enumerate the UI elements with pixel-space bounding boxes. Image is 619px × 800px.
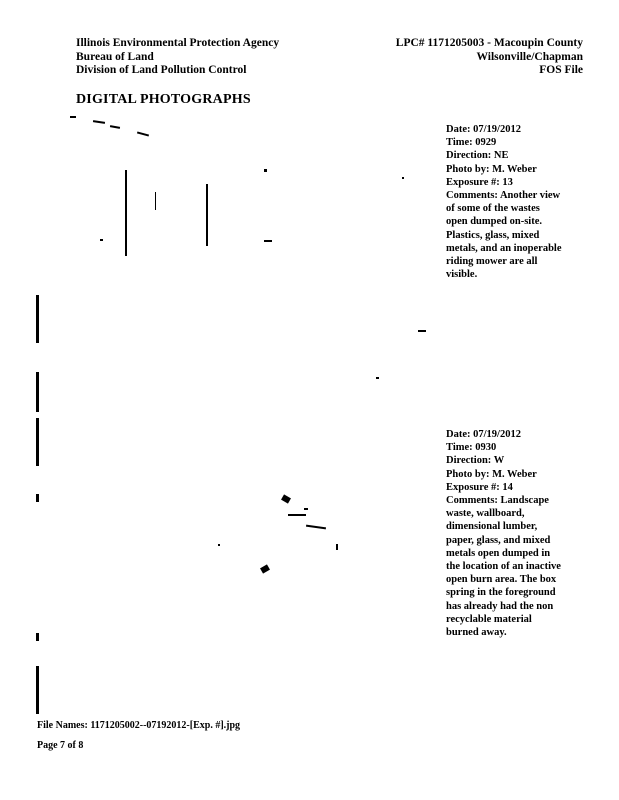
site-name: Wilsonville/Chapman: [476, 50, 583, 63]
caption-photographer: Photo by: M. Weber: [446, 468, 537, 480]
caption-comment-line: riding mower are all: [446, 256, 538, 268]
photo-2-caption: [446, 428, 561, 639]
scan-mark: [36, 494, 39, 502]
photo-1: [60, 112, 420, 392]
caption-direction: Direction: NE: [446, 150, 509, 162]
caption-direction: Direction: W: [446, 455, 505, 467]
caption-comment-line: waste, wallboard,: [446, 508, 525, 520]
caption-comment-line: dimensional lumber,: [446, 521, 538, 533]
photo-1-caption: [446, 123, 562, 281]
caption-comment-line: paper, glass, and mixed: [446, 534, 551, 546]
caption-comment-line: the location of an inactive: [446, 561, 561, 573]
scan-mark: [36, 372, 39, 412]
page-title: DIGITAL PHOTOGRAPHS: [76, 92, 251, 107]
caption-comment-line: Comments: Another view: [446, 190, 561, 202]
scan-mark: [36, 418, 39, 466]
caption-comment-line: open dumped on-site.: [446, 216, 542, 228]
header-site-block: [396, 37, 583, 78]
caption-comment-line: recyclable material: [446, 613, 532, 625]
caption-exposure: Exposure #: 14: [446, 481, 513, 493]
caption-exposure: Exposure #: 13: [446, 176, 513, 188]
caption-time: Time: 0930: [446, 442, 497, 454]
caption-comment-line: of some of the wastes: [446, 203, 540, 215]
photo-2: [60, 410, 420, 710]
file-type: FOS File: [539, 64, 583, 76]
bureau-name: Bureau of Land: [76, 50, 154, 63]
page-number: Page 7 of 8: [37, 740, 84, 751]
caption-photographer: Photo by: M. Weber: [446, 163, 537, 175]
caption-time: Time: 0929: [446, 137, 497, 149]
scan-mark: [36, 666, 39, 714]
caption-date: Date: 07/19/2012: [446, 124, 521, 135]
file-names: File Names: 1171205002--07192012-[Exp. #].jpg: [37, 720, 241, 731]
division-name: Division of Land Pollution Control: [76, 64, 247, 76]
caption-date: Date: 07/19/2012: [446, 429, 521, 440]
caption-comment-line: Plastics, glass, mixed: [446, 229, 540, 241]
caption-comment-line: metals, and an inoperable: [446, 242, 562, 254]
scan-mark: [36, 295, 39, 343]
lpc-number: LPC# 1171205003 - Macoupin County: [395, 37, 583, 49]
caption-comment-line: Comments: Landscape: [446, 495, 549, 507]
caption-comment-line: visible.: [446, 269, 478, 281]
caption-comment-line: burned away.: [446, 627, 507, 639]
caption-comment-line: metals open dumped in: [446, 547, 551, 559]
header-agency-block: [76, 37, 279, 78]
caption-comment-line: has already had the non: [446, 600, 554, 612]
caption-comment-line: open burn area. The box: [446, 574, 557, 586]
caption-comment-line: spring in the foreground: [446, 587, 556, 599]
scan-mark: [36, 633, 39, 641]
agency-name: Illinois Environmental Protection Agency: [76, 37, 280, 49]
